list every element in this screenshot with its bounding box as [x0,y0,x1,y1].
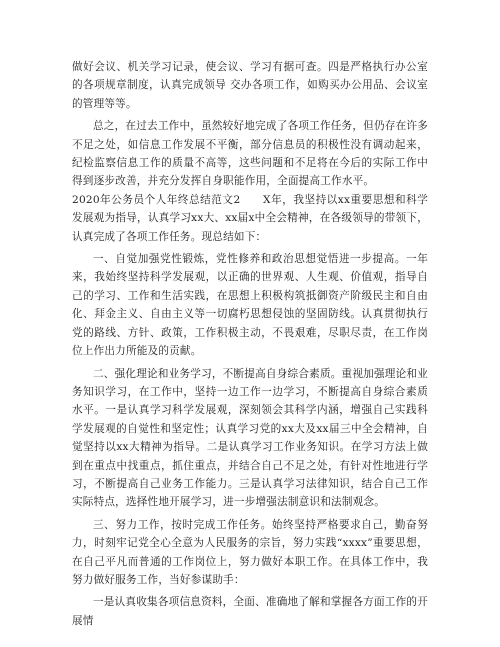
paragraph-1: 做好会议、机关学习记录，使会议、学习有据可查。四是严格执行办公室的各项规章制度，认真完成领导 交办各项工作，如购买办公用品、会议室的管理等等。 [72,61,428,110]
paragraph-3-heading: 2020年公务员个人年终总结范文2 X年，我坚持以xx重要思想和科学发展观为指导，认真学习xx大、xx届x中全会精神，在各级领导的带领下，认真完成了各项工作任务。现总结如下： [72,193,428,243]
paragraph-2: 总之，在过去工作中，虽然较好地完成了各项工作任务，但仍存在许多不足之处，如信息工作发展不平衡，部分信息员的积极性没有调动起来，纪检监察信息工作的质量不高等，这些问题和不足将在今后的实际工作中得到逐步改善，并充分发挥自身职能作用，全面提高工作水平。 [72,120,428,188]
paragraph-5: 二、强化理论和业务学习，不断提高自身综合素质。重视加强理论和业务知识学习，在工作中，坚持一边工作一边学习，不断提高自身综合素质水平。一是认真学习科学发展观，深刻领会其科学内涵，增强自己实践科学发展观的自觉性和坚定性；认真学习党的xx大及xx届三中全会精神，自觉坚持以xx大精神为指导。二是认真学习工作业务知识。在学习方法上做到在重点中找重点，抓住重点，并结合自己不足之处，有针对性地进行学习，不断提高自己业务工作能力。三是认真学习法律知识，结合自己工作实际特点，选择性地开展学习，进一步增强法制意识和法制观念。 [72,367,428,509]
paragraph-7: 一是认真收集各项信息资料，全面、准确地了解和掌握各方面工作的开展情 [72,596,428,627]
paragraph-6: 三、努力工作，按时完成工作任务。始终坚持严格要求自己，勤奋努力，时刻牢记党全心全意为人民服务的宗旨，努力实践“xxxx”重要思想，在自己平凡而普通的工作岗位上，努力做好本职工作。在具体工作中，我努力做好服务工作，当好参谋助手： [72,518,428,586]
paragraph-4: 一、自觉加强党性锻炼，党性修养和政治思想觉悟进一步提高。一年来，我始终坚持科学发展观，以正确的世界观、人生观、价值观，指导自己的学习、工作和生活实践，在思想上积极构筑抵御资产阶级民主和自由化、拜金主义、自由主义等一切腐朽思想侵蚀的坚固防线。认真贯彻执行党的路线、方针、政策，工作积极主动，不畏艰难，尽职尽责，在工作岗位上作出力所能及的贡献。 [72,253,428,358]
